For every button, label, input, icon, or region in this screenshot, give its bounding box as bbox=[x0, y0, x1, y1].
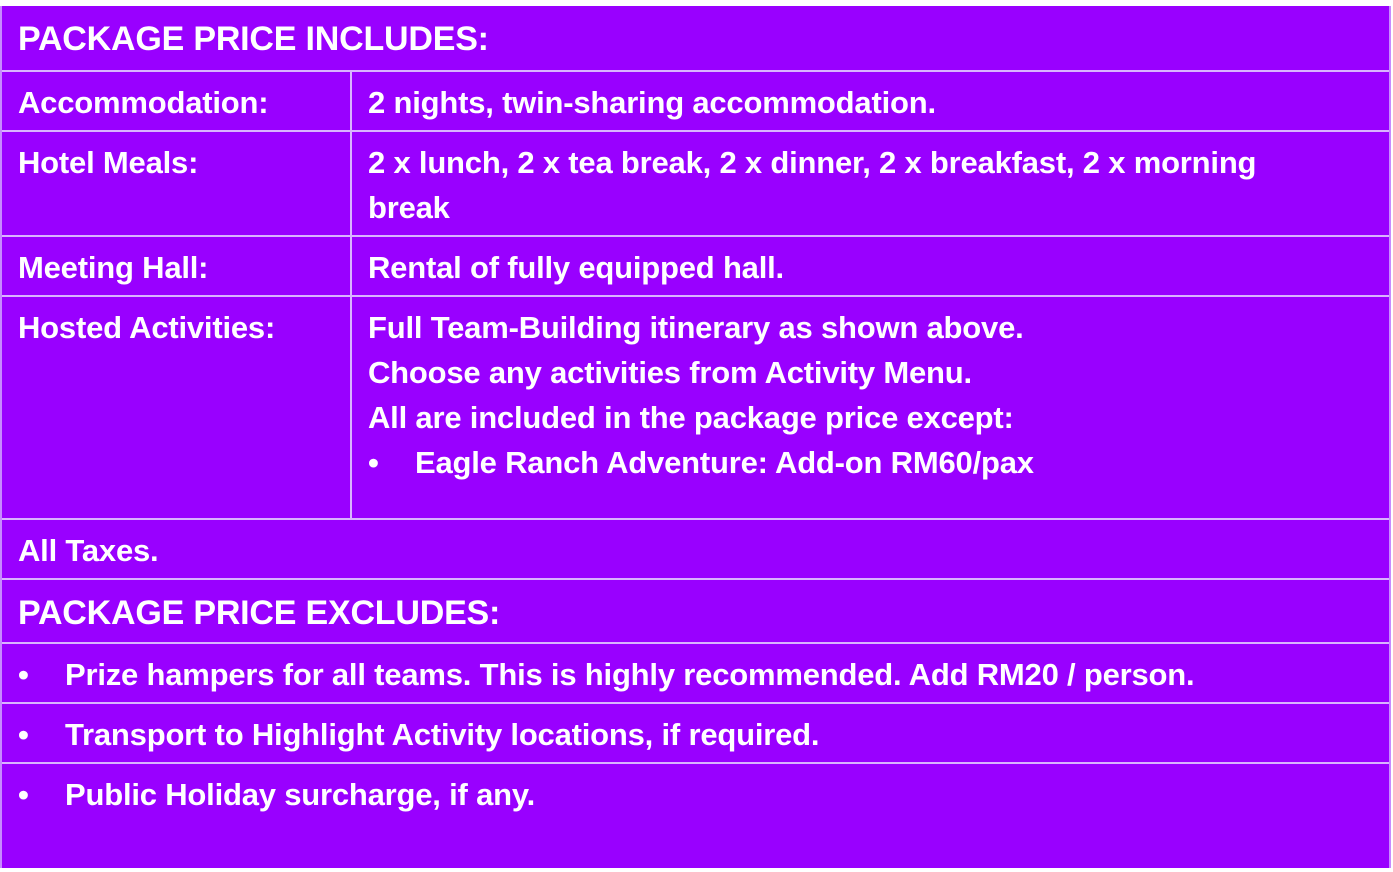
table-row bbox=[2, 235, 1389, 295]
row-label-accommodation: Accommodation: bbox=[2, 72, 352, 130]
excludes-header-row bbox=[2, 578, 1389, 642]
bullet-icon: • bbox=[368, 445, 379, 480]
bullet-icon: • bbox=[18, 657, 29, 692]
taxes-row bbox=[2, 518, 1389, 578]
activity-line: All are included in the package price except: bbox=[368, 400, 1014, 435]
row-label-meeting-hall: Meeting Hall: bbox=[2, 237, 352, 295]
row-label-hosted-activities: Hosted Activities: bbox=[2, 297, 352, 518]
list-item bbox=[2, 762, 1389, 868]
addon-item: Eagle Ranch Adventure: Add-on RM60/pax bbox=[415, 445, 1034, 480]
includes-header-row bbox=[2, 6, 1389, 70]
row-value-hosted-activities bbox=[352, 297, 1389, 518]
row-value-hotel-meals: 2 x lunch, 2 x tea break, 2 x dinner, 2 x breakfast, 2 x morning break bbox=[368, 145, 1257, 225]
table-row bbox=[2, 295, 1389, 518]
list-item bbox=[2, 642, 1389, 702]
includes-header: PACKAGE PRICE INCLUDES: bbox=[18, 20, 489, 58]
exclude-item: • Public Holiday surcharge, if any. bbox=[2, 764, 1389, 868]
excludes-header: PACKAGE PRICE EXCLUDES: bbox=[18, 594, 501, 632]
row-value-accommodation: 2 nights, twin-sharing accommodation. bbox=[368, 85, 936, 120]
activity-line: Full Team-Building itinerary as shown above. bbox=[368, 310, 1024, 345]
list-item bbox=[368, 440, 1329, 485]
exclude-item: • Prize hampers for all teams. This is highly recommended. Add RM20 / person. bbox=[2, 644, 1389, 702]
package-price-table bbox=[0, 6, 1391, 868]
table-row bbox=[2, 130, 1389, 235]
activity-line: Choose any activities from Activity Menu. bbox=[368, 355, 972, 390]
bullet-icon: • bbox=[18, 717, 29, 752]
bullet-icon: • bbox=[18, 777, 29, 812]
table-row bbox=[2, 70, 1389, 130]
row-label-hotel-meals: Hotel Meals: bbox=[2, 132, 352, 235]
taxes-text: All Taxes. bbox=[18, 533, 159, 568]
row-value-meeting-hall: Rental of fully equipped hall. bbox=[368, 250, 784, 285]
exclude-item: • Transport to Highlight Activity locations, if required. bbox=[2, 704, 1389, 762]
list-item bbox=[2, 702, 1389, 762]
